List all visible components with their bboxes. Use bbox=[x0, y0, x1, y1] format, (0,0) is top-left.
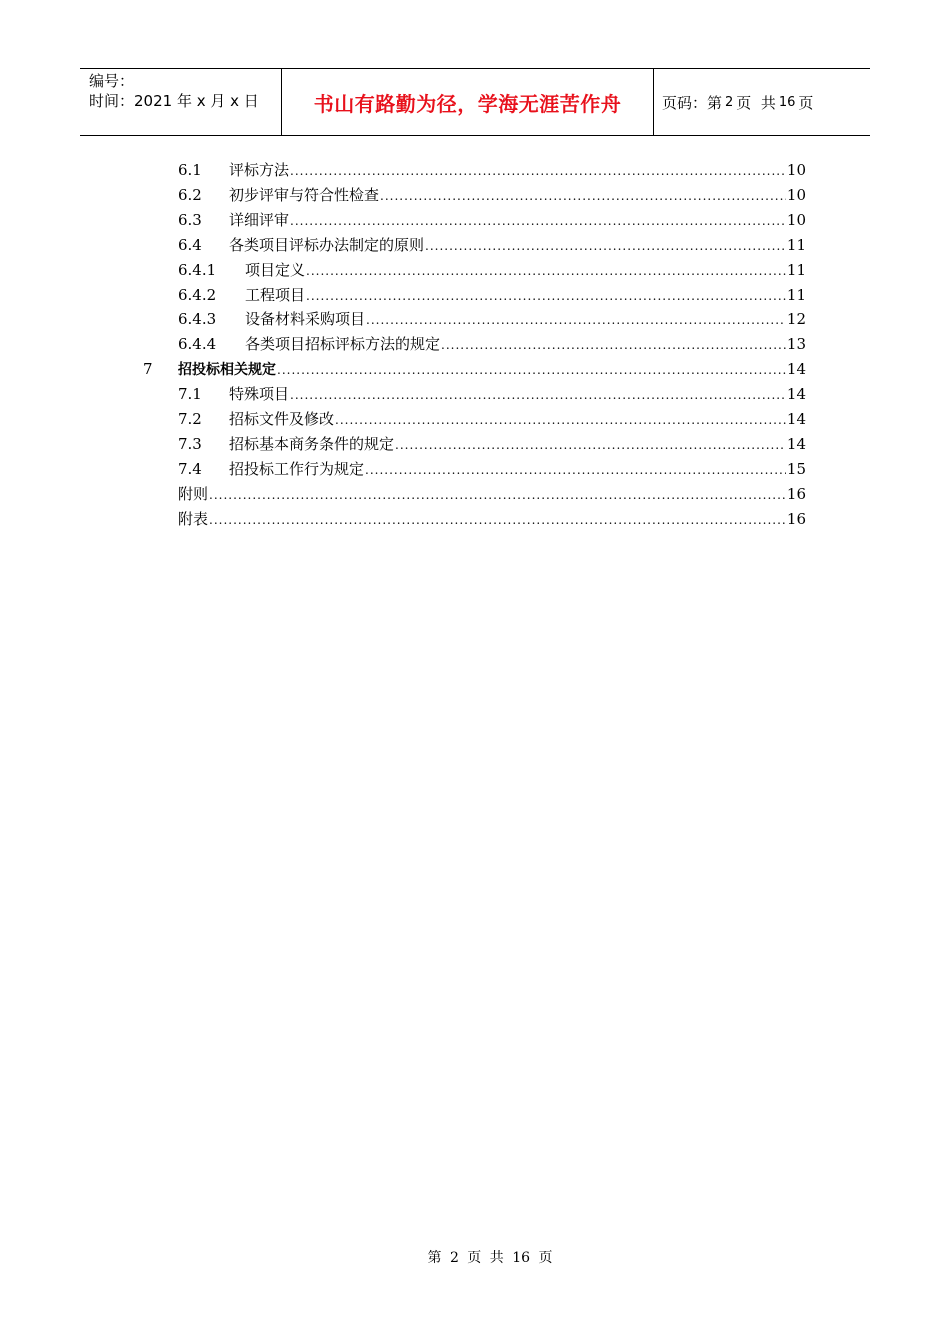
toc-entry[interactable] bbox=[178, 407, 806, 431]
toc-entry-title: 项目定义 bbox=[245, 260, 306, 279]
toc-entry-page: 11 bbox=[786, 260, 806, 279]
toc-entry-title: 招投标相关规定 bbox=[178, 362, 276, 379]
toc-entry-title: 各类项目招标评标方法的规定 bbox=[245, 335, 441, 354]
toc-leader-dots bbox=[365, 458, 786, 482]
page-footer: 第 2 页 共 16 页 bbox=[427, 1250, 553, 1266]
toc-entry-page: 13 bbox=[786, 335, 806, 354]
page-current: 2 bbox=[725, 94, 734, 110]
toc-entry[interactable] bbox=[178, 457, 806, 481]
toc-leader-dots bbox=[306, 284, 786, 308]
toc-entry-page: 14 bbox=[786, 434, 806, 453]
toc-entry[interactable] bbox=[178, 382, 806, 406]
toc-leader-dots bbox=[209, 508, 786, 532]
page-label-mid: 页 共 bbox=[736, 93, 776, 112]
toc-entry[interactable] bbox=[178, 432, 806, 456]
toc-entry-number: 6.3 bbox=[178, 210, 202, 229]
toc-leader-dots bbox=[306, 259, 786, 283]
toc-entry[interactable] bbox=[143, 357, 806, 381]
toc-entry[interactable] bbox=[178, 158, 806, 182]
toc-entry-page: 11 bbox=[786, 285, 806, 304]
toc-leader-dots bbox=[277, 358, 786, 382]
toc-entry-page: 11 bbox=[786, 235, 806, 254]
toc-entry[interactable] bbox=[178, 507, 806, 531]
toc-entry[interactable] bbox=[178, 183, 806, 207]
toc-entry-number: 6.4.3 bbox=[178, 310, 217, 329]
page-label-suffix: 页 bbox=[798, 93, 814, 112]
header-motto-cell bbox=[282, 69, 654, 135]
toc-leader-dots bbox=[290, 159, 786, 183]
toc-entry-title: 特殊项目 bbox=[229, 385, 290, 404]
toc-entry-title: 详细评审 bbox=[229, 210, 290, 229]
toc-entry-page: 10 bbox=[786, 161, 806, 179]
page-header bbox=[80, 68, 870, 136]
toc-entry-page: 10 bbox=[786, 185, 806, 204]
toc-entry-page: 16 bbox=[786, 484, 806, 503]
toc-entry-page: 15 bbox=[786, 459, 806, 478]
toc-entry-number: 7 bbox=[143, 360, 153, 379]
toc-leader-dots bbox=[335, 408, 786, 432]
header-meta-cell bbox=[80, 69, 282, 135]
toc-leader-dots bbox=[380, 184, 786, 208]
header-motto: 书山有路勤为径，学海无涯苦作舟 bbox=[313, 91, 622, 116]
toc-leader-dots bbox=[425, 234, 786, 258]
toc-entry-page: 16 bbox=[786, 509, 806, 528]
toc-entry-number: 7.4 bbox=[178, 459, 202, 478]
toc-entry-number: 6.2 bbox=[178, 185, 202, 204]
toc-leader-dots bbox=[209, 483, 786, 507]
toc-entry-number: 6.4.2 bbox=[178, 285, 217, 304]
toc-entry-number: 6.4.4 bbox=[178, 335, 217, 354]
toc-entry-number: 6.4.1 bbox=[178, 260, 217, 279]
toc-entry-title: 工程项目 bbox=[245, 285, 306, 304]
doc-number-label: 编号： bbox=[89, 72, 135, 90]
toc-leader-dots bbox=[441, 333, 786, 357]
toc-entry[interactable] bbox=[178, 307, 806, 331]
toc-entry-title: 评标方法 bbox=[229, 161, 290, 179]
toc-entry-number: 7.2 bbox=[178, 410, 202, 428]
toc-entry-page: 14 bbox=[786, 410, 806, 428]
toc-entry[interactable] bbox=[178, 208, 806, 232]
toc-entry[interactable] bbox=[178, 258, 806, 282]
toc-entry-number: 6.4 bbox=[178, 235, 202, 254]
toc-entry-number: 7.3 bbox=[178, 434, 202, 453]
toc-entry-page: 12 bbox=[786, 310, 806, 329]
toc-leader-dots bbox=[366, 308, 786, 332]
toc-leader-dots bbox=[290, 209, 786, 233]
toc-entry[interactable] bbox=[178, 233, 806, 257]
toc-entry-title: 各类项目评标办法制定的原则 bbox=[229, 235, 425, 254]
toc-entry-page: 14 bbox=[786, 385, 806, 404]
toc-entry-page: 14 bbox=[786, 360, 806, 379]
header-page-cell bbox=[654, 69, 870, 135]
toc-entry[interactable] bbox=[178, 283, 806, 307]
toc-leader-dots bbox=[395, 433, 786, 457]
toc-entry-title: 附表 bbox=[178, 509, 209, 528]
toc-entry[interactable] bbox=[178, 332, 806, 356]
toc-entry-number: 6.1 bbox=[178, 161, 202, 179]
page-label-prefix: 页码：第 bbox=[662, 93, 723, 112]
time-label: 时间：2021 年 x 月 x 日 bbox=[89, 92, 259, 110]
toc-entry-page: 10 bbox=[786, 210, 806, 229]
page-total: 16 bbox=[778, 94, 796, 110]
toc-entry-title: 招标基本商务条件的规定 bbox=[229, 434, 395, 453]
toc-entry-number: 7.1 bbox=[178, 385, 202, 404]
toc-entry-title: 附则 bbox=[178, 484, 209, 503]
toc-leader-dots bbox=[290, 383, 786, 407]
toc-entry-title: 招投标工作行为规定 bbox=[229, 459, 365, 478]
toc-entry[interactable] bbox=[178, 482, 806, 506]
toc-entry-title: 设备材料采购项目 bbox=[245, 310, 366, 329]
toc-entry-title: 招标文件及修改 bbox=[229, 410, 335, 428]
toc-entry-title: 初步评审与符合性检查 bbox=[229, 185, 380, 204]
